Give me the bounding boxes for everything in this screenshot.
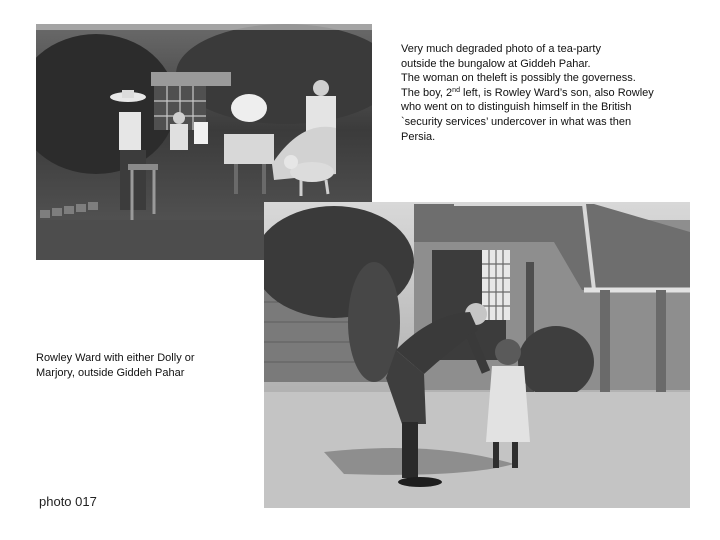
caption-line: Marjory, outside Giddeh Pahar xyxy=(36,366,185,379)
rowley-ward-photo-image xyxy=(264,202,690,508)
caption-fragment: The boy, 2 xyxy=(401,86,453,99)
caption-fragment: left, is Rowley Ward’s son, also Rowley xyxy=(459,86,654,99)
caption-line: `security services’ undercover in what was then xyxy=(401,115,632,128)
ordinal-suffix: nd xyxy=(452,86,460,94)
photo-number-label: photo 017 xyxy=(39,494,97,509)
rowley-ward-photo xyxy=(264,202,690,508)
caption-line: Very much degraded photo of a tea-party xyxy=(401,43,601,55)
caption-line: outside the bungalow at Giddeh Pahar. xyxy=(401,57,591,70)
caption-line: The woman on theleft is possibly the governess. xyxy=(401,72,636,85)
caption-line xyxy=(401,86,701,101)
caption-line: Persia. xyxy=(401,130,436,143)
tea-party-caption xyxy=(401,42,701,144)
caption-line: who went on to distinguish himself in the British xyxy=(401,101,632,114)
rowley-ward-caption xyxy=(36,351,236,380)
caption-line: Rowley Ward with either Dolly or xyxy=(36,352,195,364)
